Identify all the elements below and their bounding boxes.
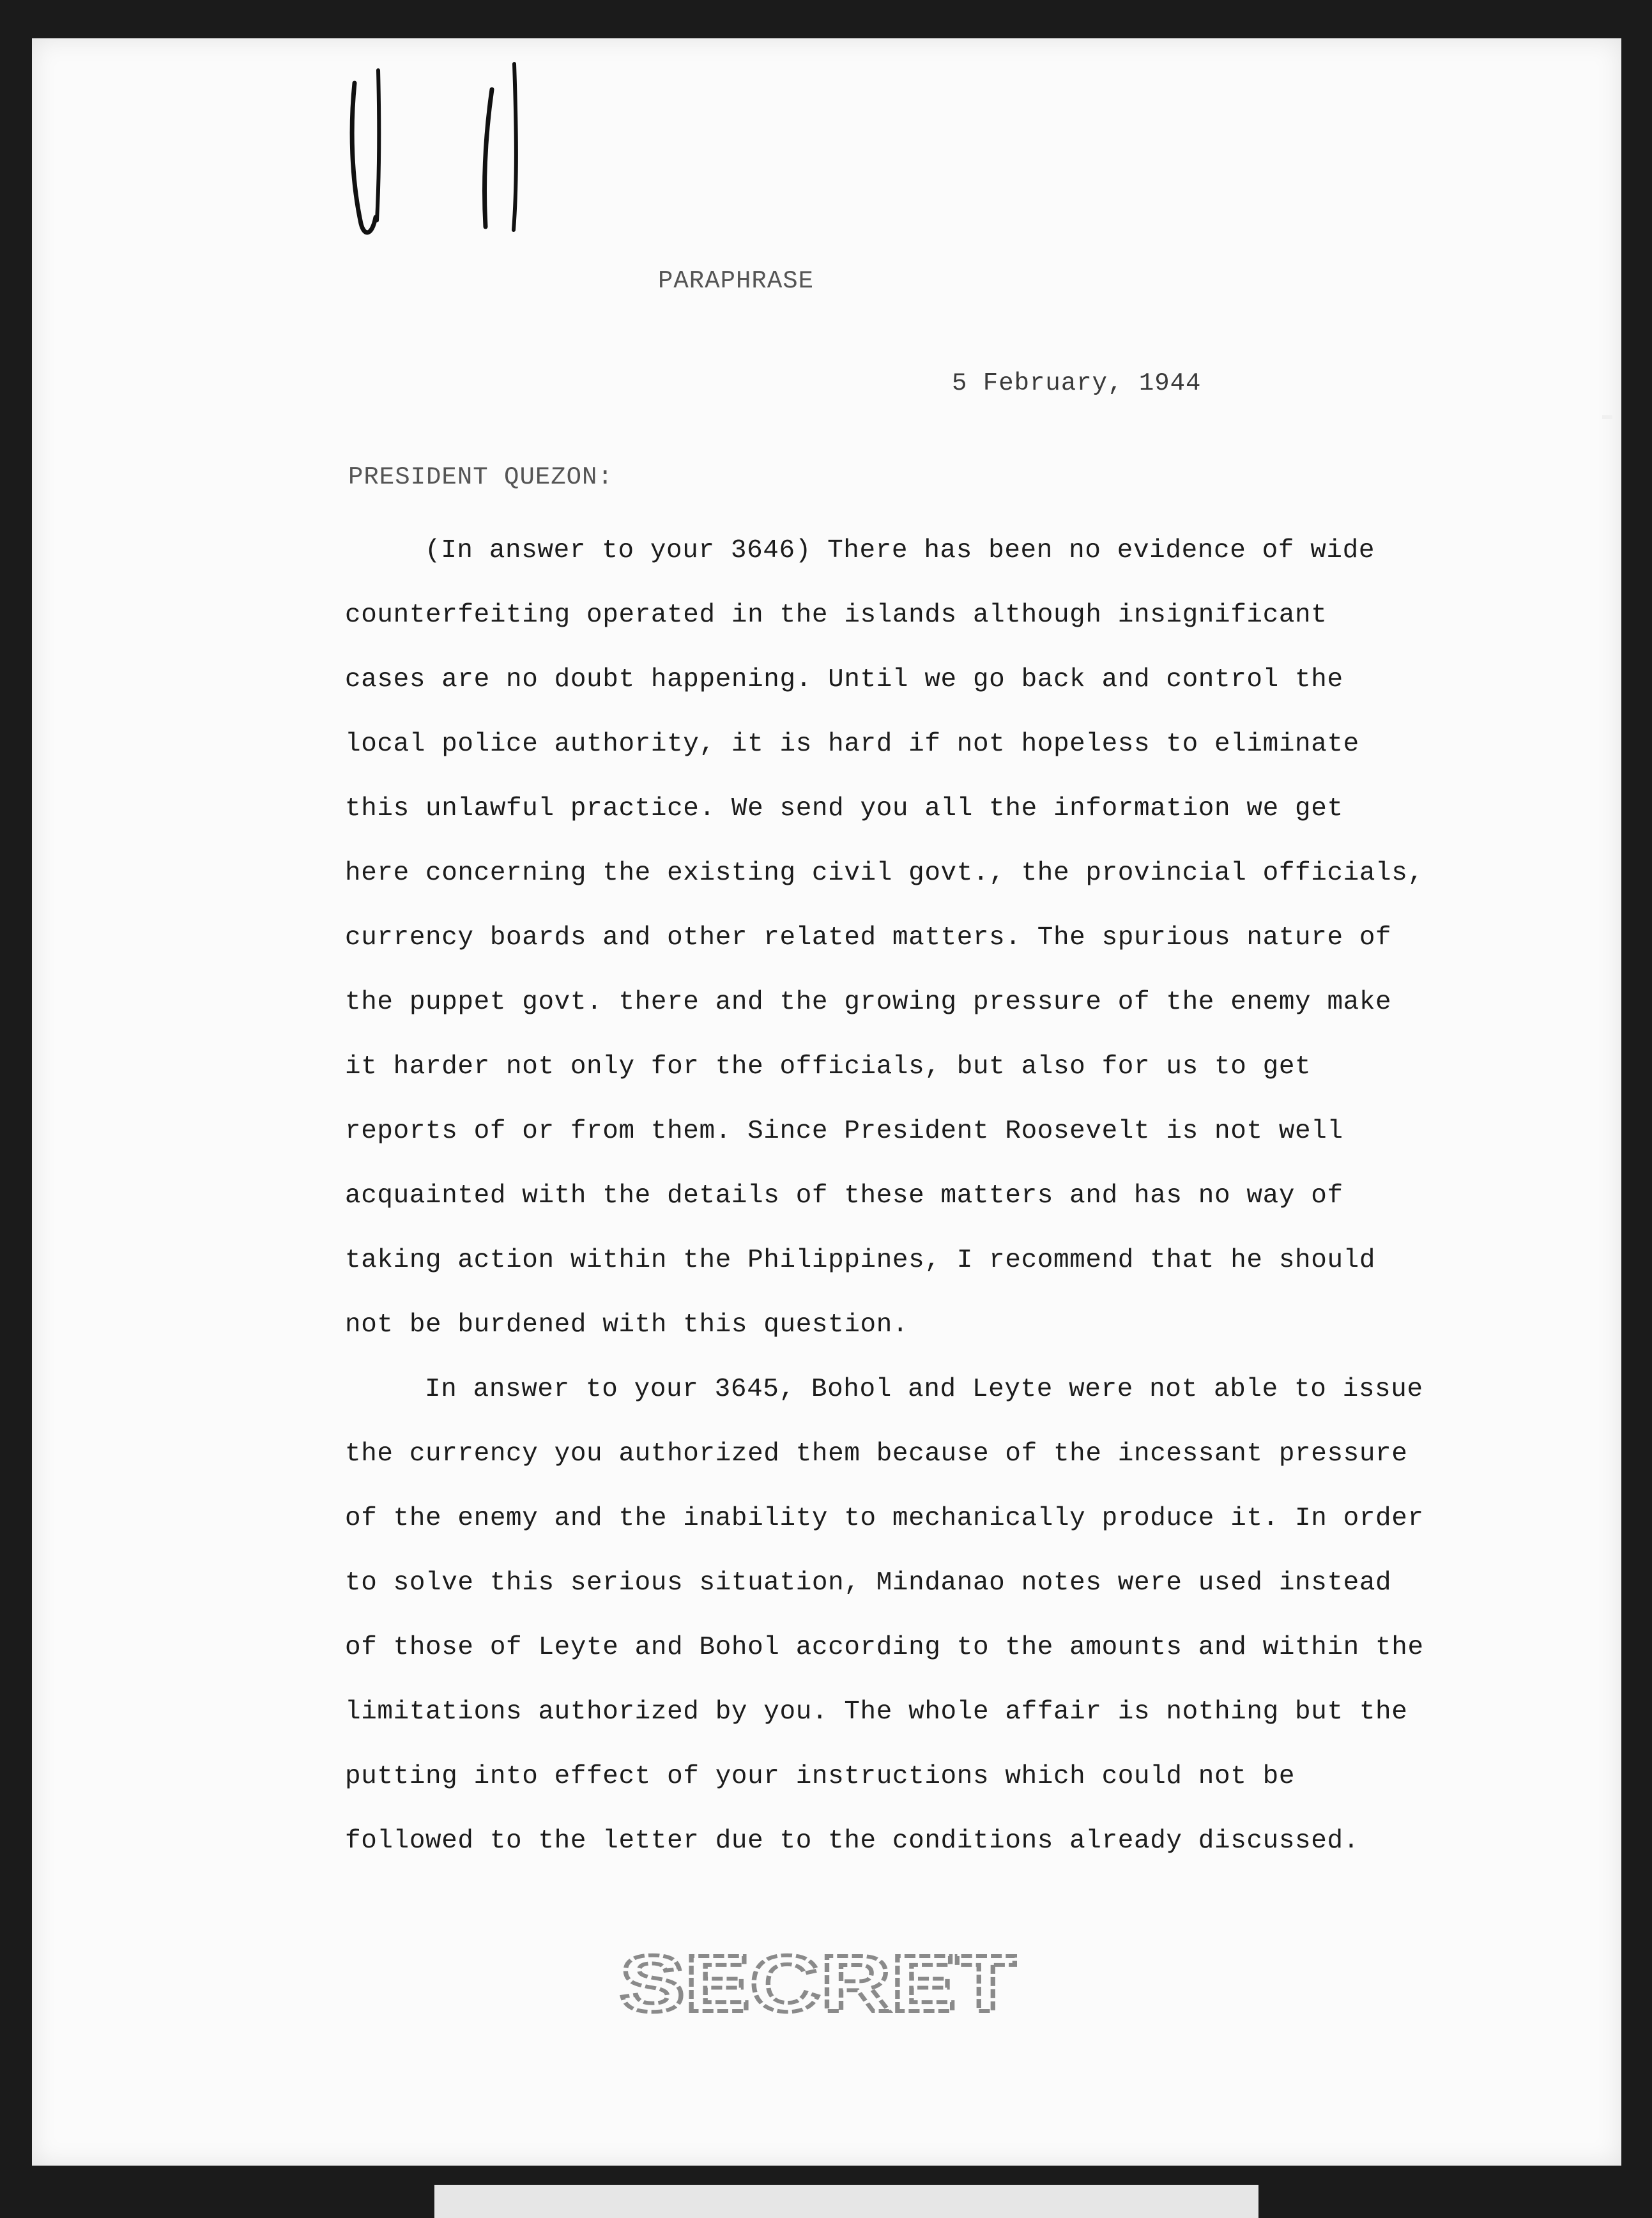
message-body: [345, 519, 1463, 1874]
body-line: of the enemy and the inability to mechanically produce it. In order: [345, 1504, 1424, 1533]
body-line: the currency you authorized them because of the incessant pressure: [345, 1439, 1408, 1469]
body-line: putting into effect of your instructions which could not be: [345, 1762, 1296, 1791]
body-line: to solve this serious situation, Mindanao notes were used instead: [345, 1568, 1392, 1598]
document-title: PARAPHRASE: [658, 267, 815, 295]
handwritten-file-mark: [332, 57, 537, 249]
secret-stamp-text: SECRET: [620, 1942, 1016, 2025]
secret-stamp: [613, 1942, 1022, 2025]
scanner-strip: [434, 2185, 1258, 2218]
body-line: local police authority, it is hard if not hopeless to eliminate: [345, 730, 1359, 759]
body-line: acquainted with the details of these matters and has no way of: [345, 1181, 1343, 1211]
body-line: this unlawful practice. We send you all the information we get: [345, 794, 1343, 823]
body-line: of those of Leyte and Bohol according to the amounts and within the: [345, 1633, 1424, 1662]
body-line: limitations authorized by you. The whole affair is nothing but the: [345, 1697, 1408, 1727]
body-line: followed to the letter due to the conditions already discussed.: [345, 1826, 1359, 1856]
body-line: In answer to your 3645, Bohol and Leyte were not able to issue: [425, 1375, 1423, 1404]
body-line: cases are no doubt happening. Until we go back and control the: [345, 665, 1343, 694]
body-line: (In answer to your 3646) There has been no evidence of wide: [425, 536, 1375, 565]
body-line: reports of or from them. Since President Roosevelt is not well: [345, 1117, 1343, 1146]
body-line: currency boards and other related matters. The spurious nature of: [345, 923, 1392, 952]
body-line: here concerning the existing civil govt., the provincial officials,: [345, 859, 1424, 888]
edge-mark: [1602, 415, 1612, 419]
document-date: 5 February, 1944: [952, 369, 1202, 397]
body-line: counterfeiting operated in the islands although insignificant: [345, 600, 1327, 630]
body-line: it harder not only for the officials, but also for us to get: [345, 1052, 1312, 1082]
body-line: not be burdened with this question.: [345, 1310, 909, 1340]
body-line: taking action within the Philippines, I recommend that he should: [345, 1246, 1376, 1275]
addressee: PRESIDENT QUEZON:: [348, 463, 613, 491]
body-line: the puppet govt. there and the growing pressure of the enemy make: [345, 988, 1392, 1017]
